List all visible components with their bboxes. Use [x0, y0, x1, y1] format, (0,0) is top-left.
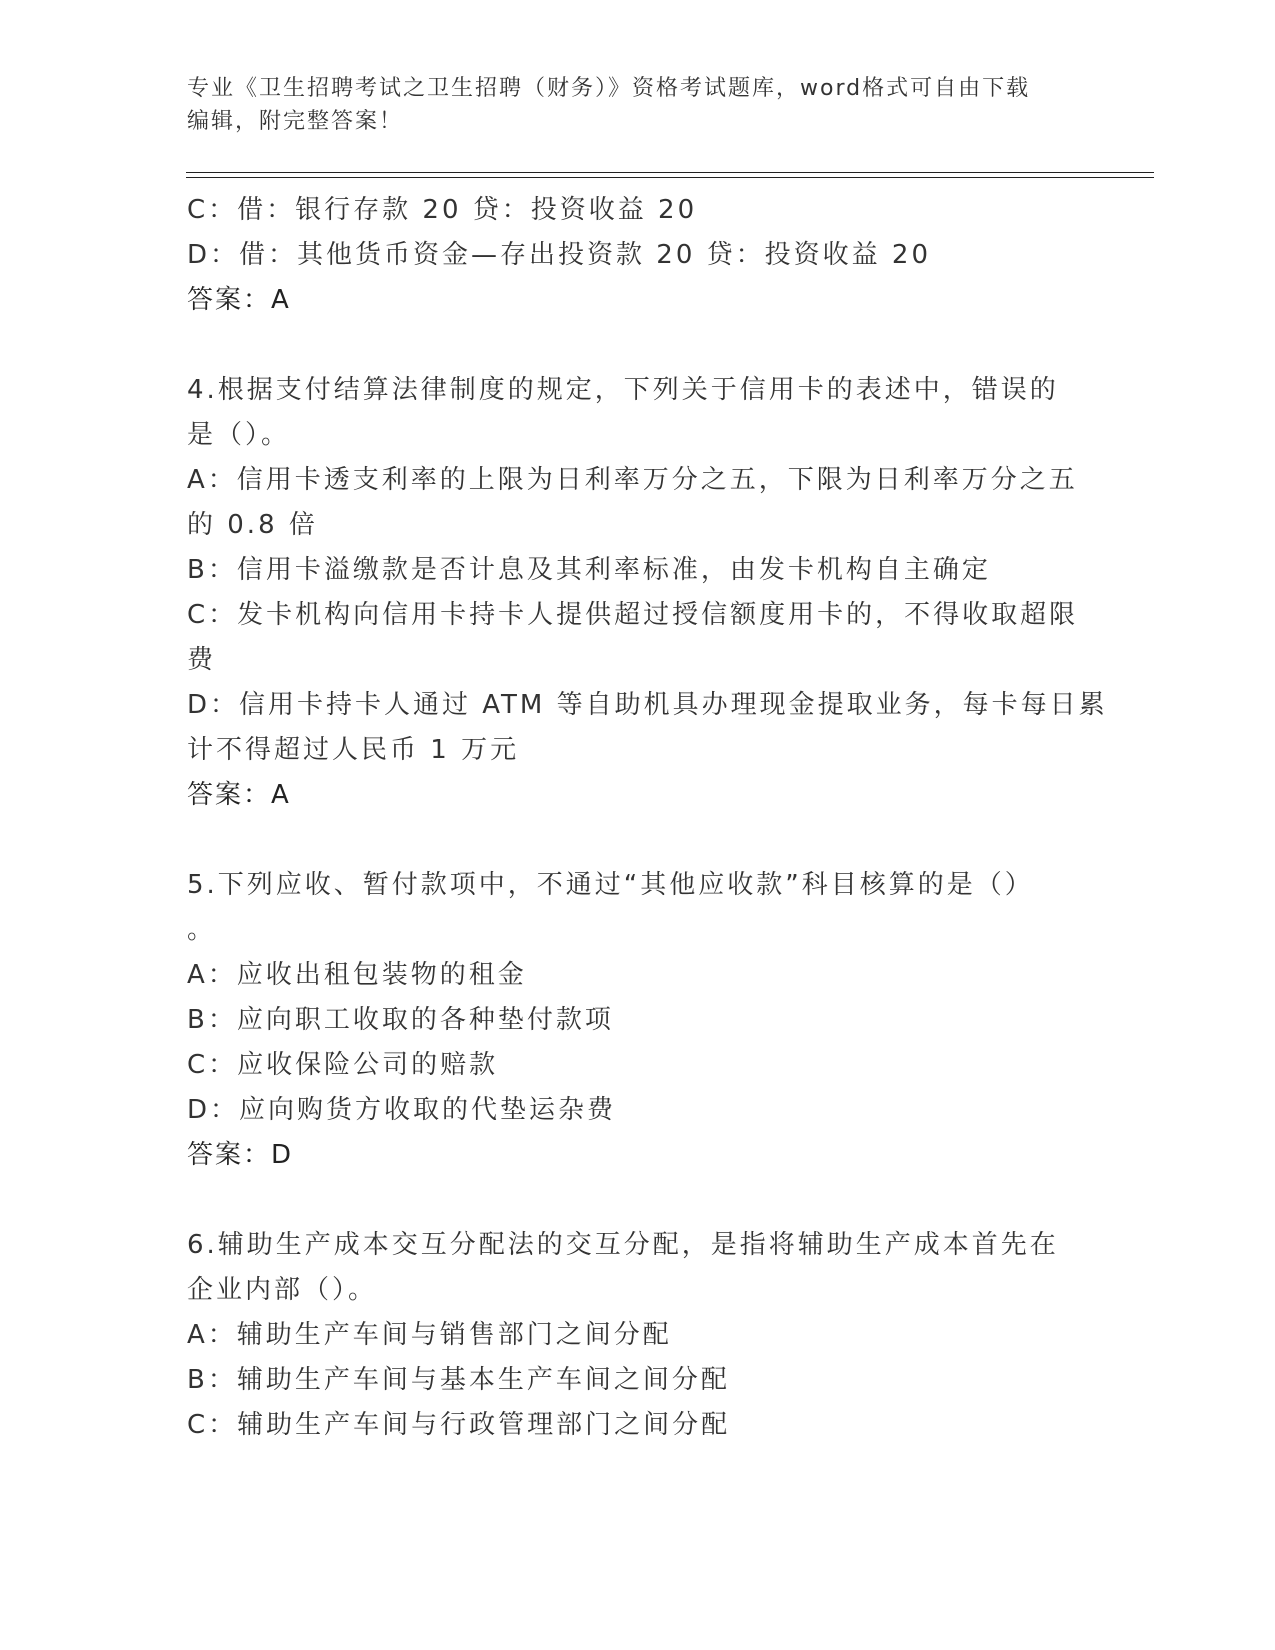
- option-d: D：借：其他货币资金—存出投资款 20 贷：投资收益 20: [187, 240, 931, 270]
- header-rule-bottom: [186, 177, 1154, 178]
- question-stem: 6.辅助生产成本交互分配法的交互分配，是指将辅助生产成本首先在: [187, 1230, 1059, 1260]
- question-4: [187, 368, 1108, 818]
- option-a-cont: 的 0.8 倍: [187, 510, 318, 540]
- option-c: C：借：银行存款 20 贷：投资收益 20: [187, 195, 698, 225]
- answer: 答案：D: [187, 1140, 294, 1170]
- header-line-1: 专业《卫生招聘考试之卫生招聘（财务）》资格考试题库，word格式可自由下载: [187, 76, 1031, 101]
- option-a: A：信用卡透支利率的上限为日利率万分之五，下限为日利率万分之五: [187, 465, 1078, 495]
- question-stem-cont: 。: [187, 915, 217, 945]
- option-b: B：信用卡溢缴款是否计息及其利率标准，由发卡机构自主确定: [187, 555, 991, 585]
- question-stem: 4.根据支付结算法律制度的规定，下列关于信用卡的表述中，错误的: [187, 375, 1059, 405]
- option-c: C：辅助生产车间与行政管理部门之间分配: [187, 1410, 731, 1440]
- answer: 答案：A: [187, 285, 291, 315]
- question-3-tail: [187, 188, 1087, 323]
- question-5: [187, 863, 1087, 1178]
- option-c: C：发卡机构向信用卡持卡人提供超过授信额度用卡的，不得收取超限: [187, 600, 1079, 630]
- question-list: [187, 188, 1108, 1448]
- question-stem: 5.下列应收、暂付款项中，不通过“其他应收款”科目核算的是（）: [187, 870, 1034, 900]
- question-6: [187, 1223, 1087, 1448]
- option-d: D：应向购货方收取的代垫运杂费: [187, 1095, 617, 1125]
- option-d-cont: 计不得超过人民币 1 万元: [187, 735, 520, 765]
- header-line-2: 编辑，附完整答案！: [187, 109, 404, 134]
- option-b: B：辅助生产车间与基本生产车间之间分配: [187, 1365, 730, 1395]
- header-rule-top: [186, 172, 1154, 173]
- question-stem-cont: 企业内部（）。: [187, 1275, 378, 1305]
- answer: 答案：A: [187, 780, 291, 810]
- option-a: A：辅助生产车间与销售部门之间分配: [187, 1320, 672, 1350]
- option-d: D：信用卡持卡人通过 ATM 等自助机具办理现金提取业务，每卡每日累: [187, 690, 1108, 720]
- document-header: [187, 72, 1087, 138]
- option-c-cont: 费: [187, 645, 217, 675]
- option-b: B：应向职工收取的各种垫付款项: [187, 1005, 614, 1035]
- option-a: A：应收出租包装物的租金: [187, 960, 527, 990]
- question-stem-cont: 是（）。: [187, 420, 291, 450]
- option-c: C：应收保险公司的赔款: [187, 1050, 499, 1080]
